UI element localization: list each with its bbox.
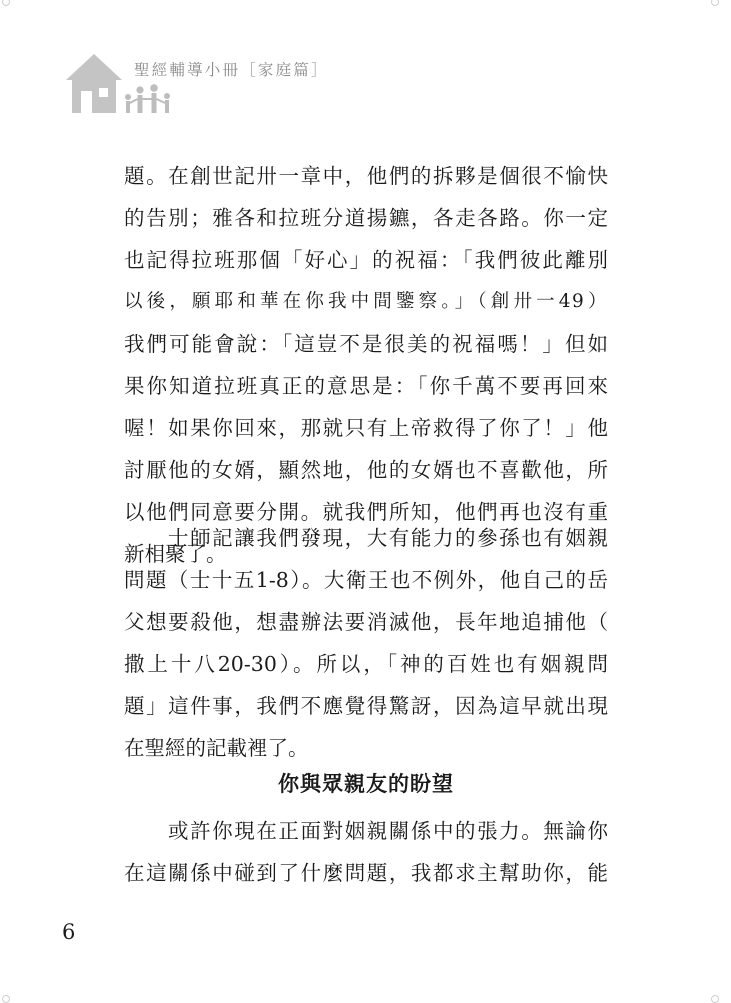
- text-line: 在這關係中碰到了什麼問題，我都求主幫助你，能: [124, 861, 608, 885]
- crop-mark-top-right: [711, 0, 719, 6]
- text-line: 的告別；雅各和拉班分道揚鑣，各走各路。你一定: [124, 206, 608, 230]
- text-line: 問題（士十五1-8）。大衛王也不例外，他自己的岳: [124, 568, 608, 592]
- paragraph-1: [124, 155, 608, 575]
- paragraph-2: [124, 517, 608, 769]
- page-number: 6: [62, 920, 76, 944]
- text-line: 我們可能會說：「這豈不是很美的祝福嗎！」但如: [124, 332, 608, 356]
- text-line: 父想要殺他，想盡辦法要消滅他，長年地追捕他（: [124, 610, 608, 634]
- text-line: 果你知道拉班真正的意思是：「你千萬不要再回來: [124, 374, 608, 398]
- crop-mark-bottom-left: [2, 995, 10, 1003]
- header-title: 聖經輔導小冊［家庭篇］: [134, 61, 329, 79]
- text-line: 題」這件事，我們不應覺得驚訝，因為這早就出現: [124, 694, 608, 718]
- text-line: 討厭他的女婿，顯然地，他的女婿也不喜歡他，所: [124, 458, 608, 482]
- section-heading: 你與眾親友的盼望: [278, 771, 454, 796]
- text-line: 撒上十八20-30）。所以，「神的百姓也有姻親問: [124, 652, 608, 676]
- text-line: 以他們同意要分開。就我們所知，他們再也沒有重: [124, 500, 608, 524]
- text-line: 新相聚了。: [124, 542, 227, 566]
- text-line: 題。在創世記卅一章中，他們的拆夥是個很不愉快: [124, 164, 608, 188]
- crop-mark-bottom-right: [711, 995, 719, 1003]
- crop-mark-top-left: [2, 0, 10, 6]
- text-line: 以後，願耶和華在你我中間鑒察。」（創卅一49）: [124, 291, 608, 312]
- text-line: 或許你現在正面對姻親關係中的張力。無論你: [168, 819, 608, 843]
- text-line: 在聖經的記載裡了。: [124, 736, 309, 760]
- text-line: 喔！如果你回來，那就只有上帝救得了你了！」他: [124, 416, 608, 440]
- running-header: [64, 50, 404, 116]
- paragraph-3: [124, 810, 608, 894]
- text-line: 也記得拉班那個「好心」的祝福：「我們彼此離別: [124, 248, 608, 272]
- text-line: 士師記讓我們發現，大有能力的參孫也有姻親: [168, 526, 608, 550]
